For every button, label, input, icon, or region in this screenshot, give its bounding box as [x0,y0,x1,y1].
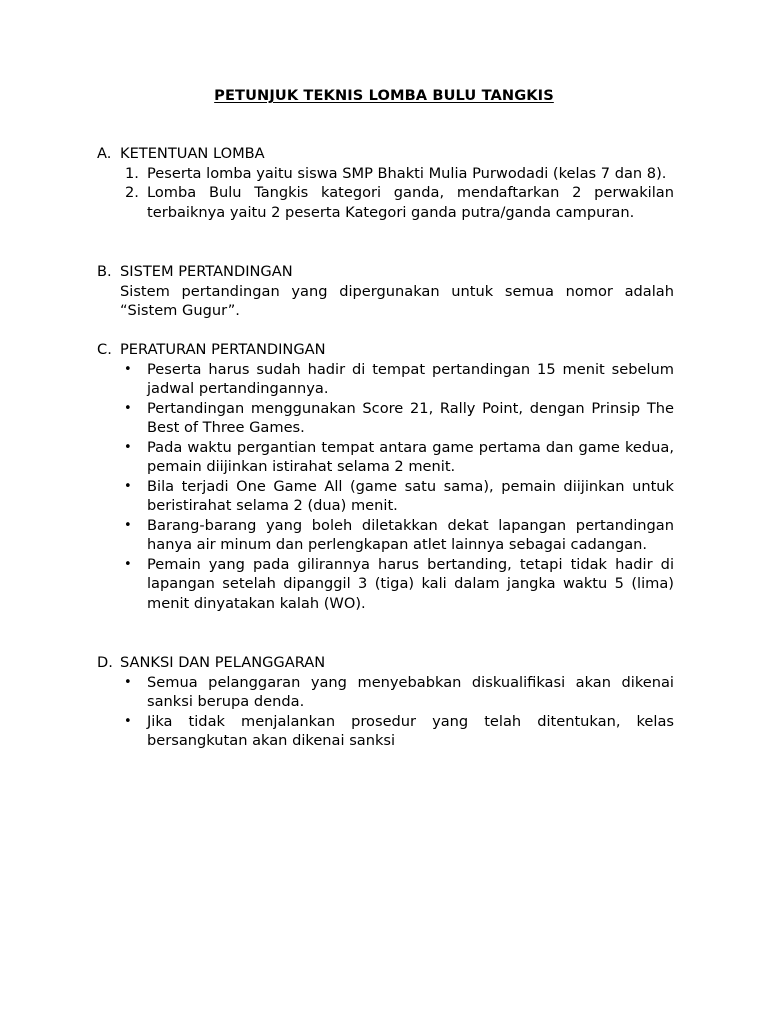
bullet-icon: • [124,517,132,533]
list-item [96,477,674,516]
section-peraturan-pertandingan [96,340,674,613]
list-item [96,399,674,438]
section-letter: A. [97,145,112,162]
list-item [96,438,674,477]
bullet-icon: • [124,713,132,729]
list-item [96,516,674,555]
list-item-text: Pertandingan menggunakan Score 21, Rally Point, dengan Prinsip The Best of Three Games. [147,399,674,436]
bullet-list [96,360,674,614]
section-letter: B. [97,263,112,280]
list-item [96,712,674,751]
numbered-list [96,164,674,223]
list-item [96,673,674,712]
bullet-icon: • [124,439,132,455]
section-heading [96,653,674,673]
list-item-text: Lomba Bulu Tangkis kategori ganda, mendaftarkan 2 perwakilan terbaiknya yaitu 2 peserta Kategori ganda putra/ganda campuran. [147,184,674,221]
document-title: PETUNJUK TEKNIS LOMBA BULU TANGKIS [214,87,554,104]
list-item-text: Peserta lomba yaitu siswa SMP Bhakti Mulia Purwodadi (kelas 7 dan 8). [147,164,667,182]
section-paragraph: Sistem pertandingan yang dipergunakan untuk semua nomor adalah “Sistem Gugur”. [120,282,674,319]
section-letter: C. [97,341,112,358]
list-item-text: Pada waktu pergantian tempat antara game pertama dan game kedua, pemain diijinkan istirahat selama 2 menit. [147,438,674,475]
section-title: SANKSI DAN PELANGGARAN [120,654,326,671]
section-heading [96,340,674,360]
section-title: PERATURAN PERTANDINGAN [120,341,326,358]
section-letter: D. [97,654,113,671]
list-item-text: Bila terjadi One Game All (game satu sama), pemain diijinkan untuk beristirahat selama 2 (dua) menit. [147,477,674,514]
section-title: SISTEM PERTANDINGAN [120,263,293,280]
section-heading [96,144,674,164]
bullet-icon: • [124,556,132,572]
list-item-text: Barang-barang yang boleh diletakkan dekat lapangan pertandingan hanya air minum dan perlengkapan atlet lainnya sebagai cadangan. [147,516,674,553]
section-sanksi-dan-pelanggaran [96,653,674,751]
list-item-text: Pemain yang pada gilirannya harus bertanding, tetapi tidak hadir di lapangan setelah dipanggil 3 (tiga) kali dalam jangka waktu 5 (lima) menit dinyatakan kalah (WO). [147,555,674,612]
bullet-icon: • [124,361,132,377]
list-number: 1. [125,164,139,182]
bullet-list [96,673,674,751]
bullet-icon: • [124,478,132,494]
list-item-text: Semua pelanggaran yang menyebabkan diskualifikasi akan dikenai sanksi berupa denda. [147,673,674,710]
list-item-text: Peserta harus sudah hadir di tempat pertandingan 15 menit sebelum jadwal pertandingannya. [147,360,674,397]
bullet-icon: • [124,674,132,690]
list-item [96,555,674,614]
section-heading [96,262,674,282]
bullet-icon: • [124,400,132,416]
list-item-text: Jika tidak menjalankan prosedur yang telah ditentukan, kelas bersangkutan akan dikenai sanksi [147,712,674,749]
section-ketentuan-lomba [96,144,674,222]
list-number: 2. [125,184,139,201]
section-title: KETENTUAN LOMBA [120,145,265,162]
section-sistem-pertandingan [96,262,674,321]
list-item [96,360,674,399]
list-item [96,164,674,184]
list-item [96,183,674,222]
